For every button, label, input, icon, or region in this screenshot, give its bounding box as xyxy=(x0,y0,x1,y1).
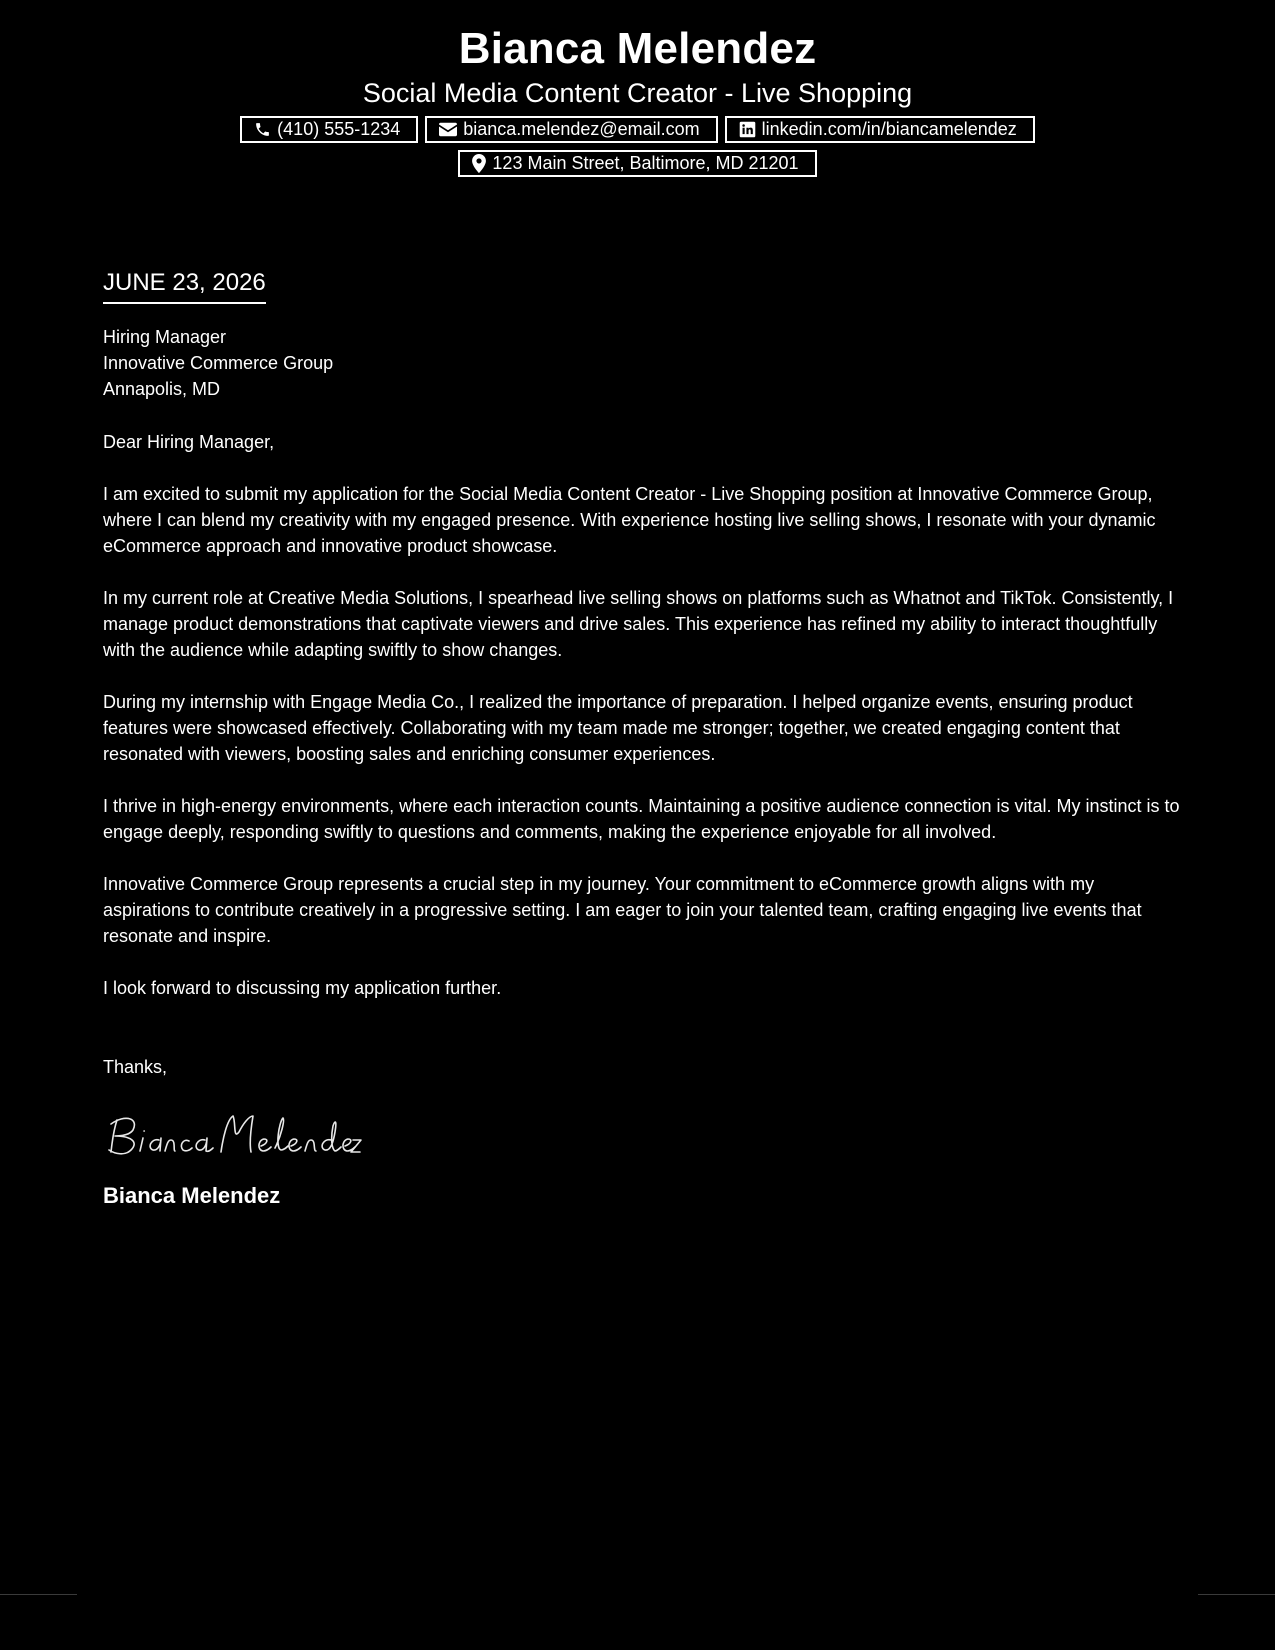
body-paragraph: During my internship with Engage Media Co., I realized the importance of preparation. I helped organize events, ensuring product features were showcased effectively. Collaborating with my team made me stronger; together, we created engaging content that resonated with viewers, boosting sales and enriching consumer experiences. xyxy=(103,692,1133,764)
letter-body xyxy=(103,268,1183,1210)
body-paragraph: I thrive in high-energy environments, where each interaction counts. Maintaining a positive audience connection is vital. My instinct is to engage deeply, responding swiftly to questions and comments, making the experience enjoyable for all involved. xyxy=(103,796,1180,842)
body-paragraph: In my current role at Creative Media Solutions, I spearhead live selling shows on platforms such as Whatnot and TikTok. Consistently, I manage product demonstrations that captivate viewers and drive sales. This experience has refined my ability to interact thoughtfully with the audience while adapting swiftly to show changes. xyxy=(103,588,1174,660)
salutation: Dear Hiring Manager, xyxy=(103,432,275,452)
linkedin-icon xyxy=(739,121,756,138)
phone-icon xyxy=(254,121,271,138)
footer-divider-right xyxy=(1198,1594,1275,1595)
applicant-title: Social Media Content Creator - Live Shopping xyxy=(362,78,913,108)
recipient-block xyxy=(103,324,1183,402)
recipient-location: Annapolis, MD xyxy=(103,379,221,399)
email-chip[interactable] xyxy=(425,116,717,143)
signed-name: Bianca Melendez xyxy=(103,1183,281,1208)
body-paragraph: Innovative Commerce Group represents a crucial step in my journey. Your commitment to eCommerce growth aligns with my aspirations to contribute creatively in a progressive setting. I am eager to join your talented team, crafting engaging live events that resonate and inspire. xyxy=(103,874,1142,946)
linkedin-chip[interactable] xyxy=(725,116,1035,143)
map-pin-icon xyxy=(472,154,486,173)
letter-date: JUNE 23, 2026 xyxy=(103,268,266,304)
email-text: bianca.melendez@email.com xyxy=(463,119,700,139)
body-paragraph: I look forward to discussing my application further. xyxy=(103,978,502,998)
address-text: 123 Main Street, Baltimore, MD 21201 xyxy=(492,153,799,173)
handwritten-signature xyxy=(103,1108,1183,1158)
body-paragraph: I am excited to submit my application for the Social Media Content Creator - Live Shopping position at Innovative Commerce Group, where I can blend my creativity with my engaged presence. With experience hosting live selling shows, I resonate with your dynamic eCommerce approach and innovative product showcase. xyxy=(103,484,1156,556)
closing: Thanks, xyxy=(103,1057,168,1077)
recipient-company: Innovative Commerce Group xyxy=(103,353,334,373)
contact-row xyxy=(0,116,1275,143)
footer-divider-left xyxy=(0,1594,77,1595)
address-chip[interactable] xyxy=(458,150,816,177)
letter-header xyxy=(0,22,1275,177)
linkedin-text: linkedin.com/in/biancamelendez xyxy=(761,119,1017,139)
envelope-icon xyxy=(439,122,457,137)
contact-row-address xyxy=(0,150,1275,177)
phone-chip[interactable] xyxy=(240,116,418,143)
applicant-name: Bianca Melendez xyxy=(458,24,817,73)
phone-text: (410) 555-1234 xyxy=(277,119,401,139)
recipient-name: Hiring Manager xyxy=(103,327,227,347)
